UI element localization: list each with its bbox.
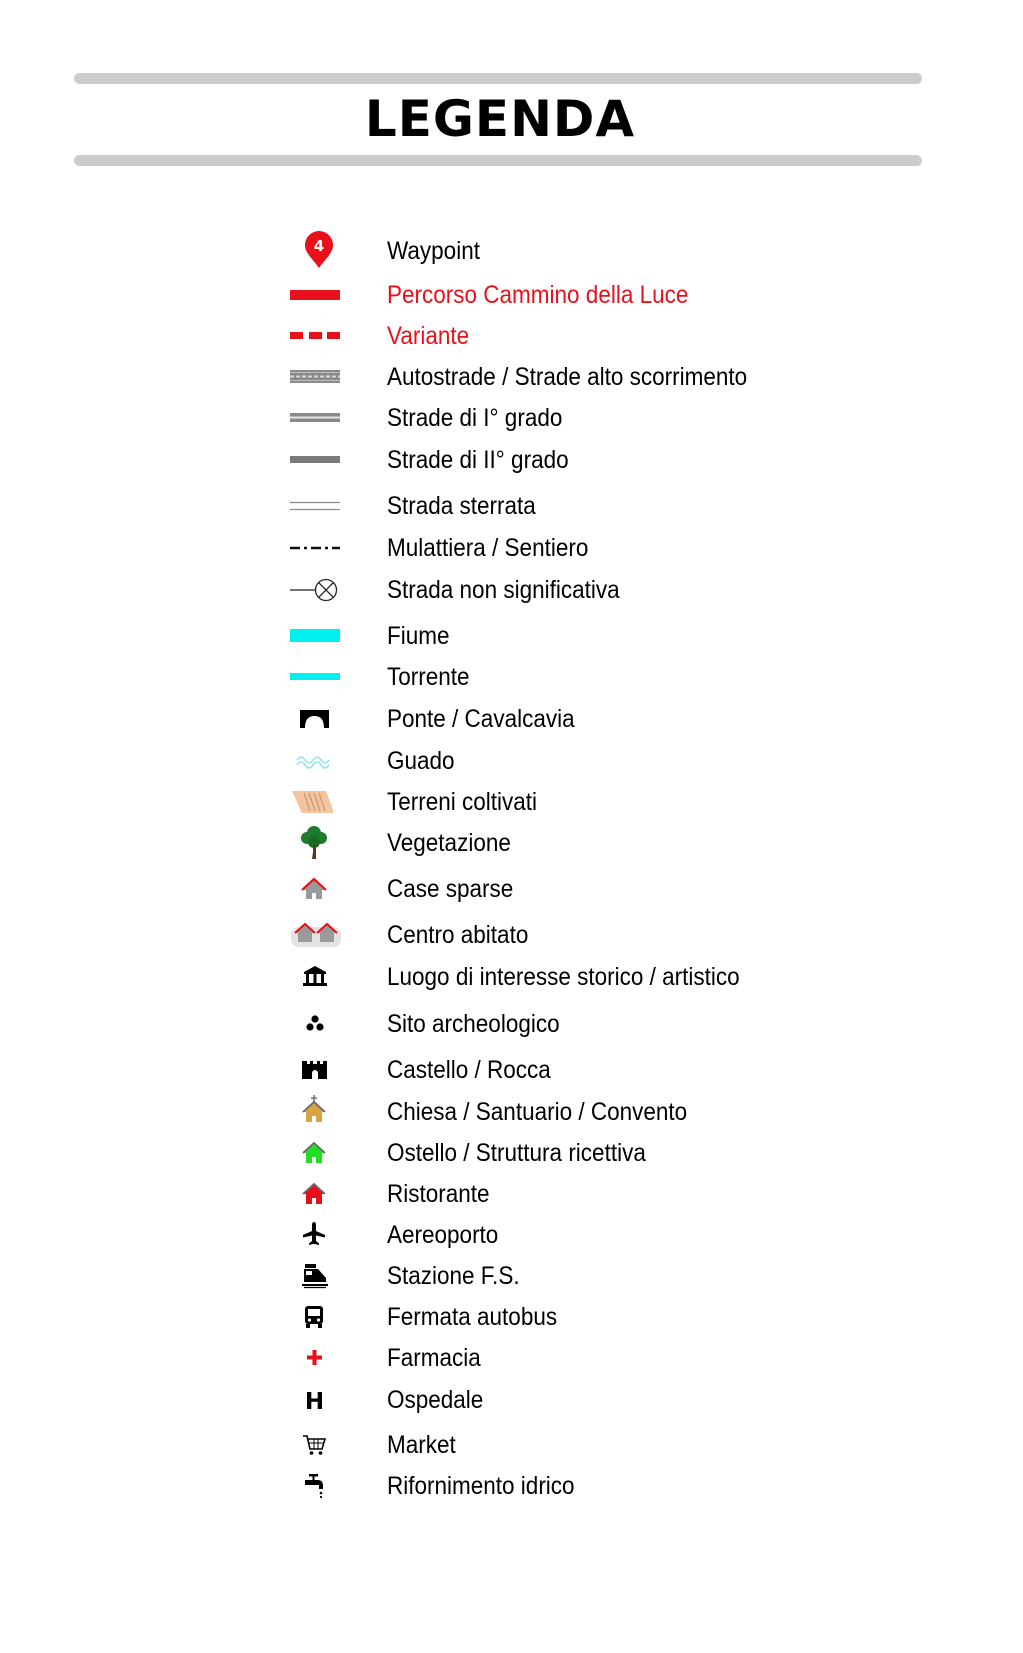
legend-item-pharmacy [290,1338,990,1378]
legend-item-label: Stazione F.S. [387,1262,520,1290]
legend-item-hostel [290,1133,990,1173]
legend-item-hospital [290,1380,990,1420]
legend-item-train-station [290,1256,990,1296]
legend-item-label: Percorso Cammino della Luce [387,281,689,309]
legend-item-historic-site [290,957,990,997]
house-icon [290,869,360,909]
variant-dashed-line-icon [290,316,360,356]
legend-item-secondary-road [290,440,990,480]
legend-item-label: Ponte / Cavalcavia [387,705,575,733]
monument-icon [290,957,360,997]
legend-item-label: Mulattiera / Sentiero [387,534,589,562]
legend-item-town [290,915,990,955]
legend-item-label: Vegetazione [387,829,511,857]
legend-item-scattered-houses [290,869,990,909]
highway-line-icon [290,357,360,397]
legend-item-river [290,616,990,656]
bus-icon [290,1297,360,1337]
legend-item-label: Aereoporto [387,1221,499,1249]
legend-item-restaurant [290,1174,990,1214]
shopping-cart-icon [290,1425,360,1465]
legend-item-variant [290,316,990,356]
legend-item-label: Castello / Rocca [387,1056,551,1084]
legend-item-label: Luogo di interesse storico / artistico [387,963,740,991]
primary-road-line-icon [290,398,360,438]
legend-item-vegetation [290,823,990,863]
legend-item-label: Case sparse [387,875,514,903]
legend-item-label: Ostello / Struttura ricettiva [387,1139,646,1167]
legend-title: LEGENDA [364,90,636,148]
legend-item-label: Waypoint [387,237,480,265]
legend-item-label: Centro abitato [387,921,529,949]
town-icon [290,915,360,955]
church-icon [290,1092,360,1132]
hostel-house-icon [290,1133,360,1173]
legend-item-label: Terreni coltivati [387,788,538,816]
legend-item-label: Fiume [387,622,450,650]
river-line-icon [290,616,360,656]
castle-icon [290,1050,360,1090]
legend-item-route [290,275,990,315]
hospital-h-icon [290,1380,360,1420]
legend-item-highway [290,357,990,397]
legend-item-label: Strade di I° grado [387,404,563,432]
restaurant-house-icon [290,1174,360,1214]
stream-line-icon [290,657,360,697]
pharmacy-cross-icon [290,1338,360,1378]
legend-item-dirt-road [290,486,990,526]
waypoint-marker-icon [290,231,360,271]
legend-item-label: Strada non significativa [387,576,620,604]
legend-item-ford [290,741,990,781]
legend-item-church [290,1092,990,1132]
legend-item-label: Farmacia [387,1344,481,1372]
legend-item-castle [290,1050,990,1090]
cultivated-land-icon [290,782,360,822]
legend-item-water-refill [290,1466,990,1506]
train-icon [290,1256,360,1296]
legend-item-bridge [290,699,990,739]
tree-icon [290,823,360,863]
route-line-icon [290,275,360,315]
legend-item-primary-road [290,398,990,438]
legend-item-archaeological-site [290,1004,990,1044]
legend-item-label: Torrente [387,663,470,691]
secondary-road-line-icon [290,440,360,480]
svg-text:4: 4 [313,237,325,255]
legend-item-stream [290,657,990,697]
legend-item-label: Autostrade / Strade alto scorrimento [387,363,748,391]
bridge-icon [290,699,360,739]
legend-item-label: Fermata autobus [387,1303,558,1331]
legend-item-label: Market [387,1431,456,1459]
legend-item-cultivated [290,782,990,822]
ford-wave-icon [290,741,360,781]
dirt-road-line-icon [290,486,360,526]
svg-text:H: H [304,1389,325,1415]
legend-item-trail [290,528,990,568]
archaeological-dots-icon [290,1004,360,1044]
legend-item-label: Ospedale [387,1386,484,1414]
legend-item-airport [290,1215,990,1255]
legend-item-label: Variante [387,322,470,350]
airplane-icon [290,1215,360,1255]
legend-item-label: Strade di II° grado [387,446,569,474]
legend-item-minor-road [290,570,990,610]
header-divider-top [74,73,922,84]
legend-item-label: Strada sterrata [387,492,536,520]
legend-item-label: Sito archeologico [387,1010,560,1038]
trail-line-icon [290,528,360,568]
legend-item-label: Chiesa / Santuario / Convento [387,1098,688,1126]
minor-road-crossed-circle-icon [290,570,360,610]
water-tap-icon [290,1466,360,1506]
legend-item-waypoint [290,231,990,271]
legend-item-bus-stop [290,1297,990,1337]
header-divider-bottom [74,155,922,166]
legend-item-market [290,1425,990,1465]
legend-item-label: Rifornimento idrico [387,1472,575,1500]
legend-item-label: Guado [387,747,455,775]
legend-item-label: Ristorante [387,1180,490,1208]
